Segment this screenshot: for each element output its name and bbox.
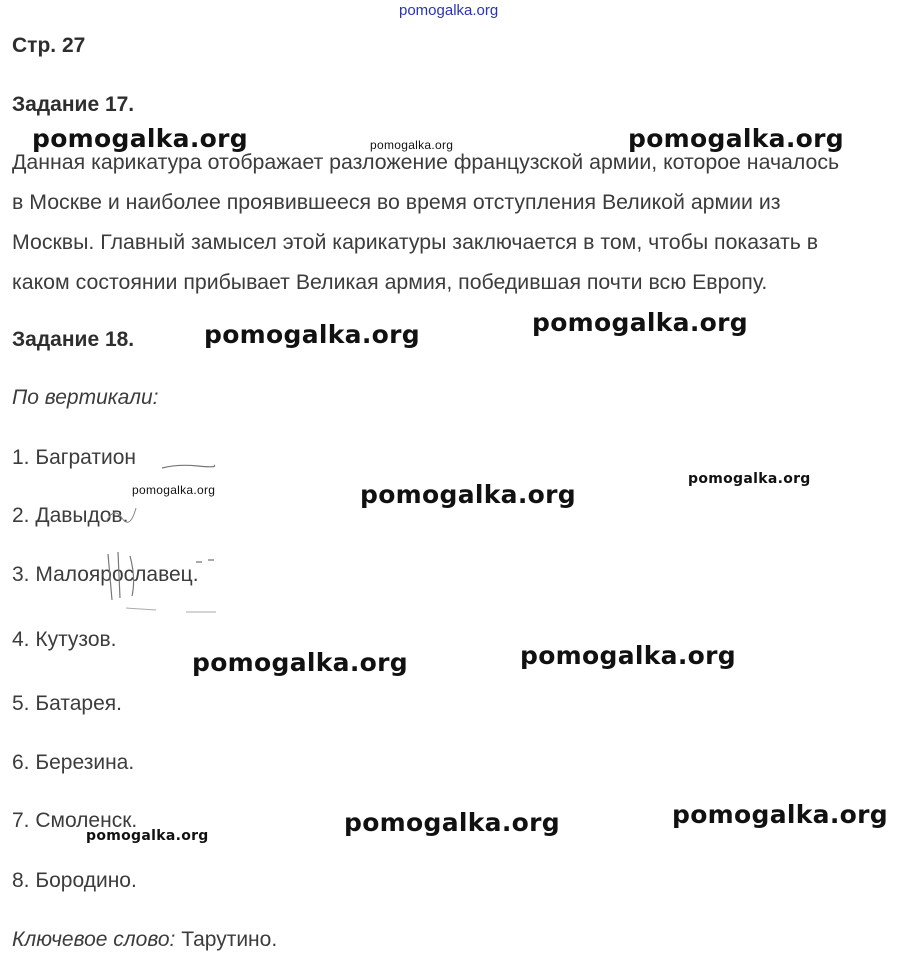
crossword-item-4: 4. Кутузов. (12, 628, 117, 651)
pen-scribble (96, 548, 226, 618)
watermark-text: pomogalka.org (86, 828, 209, 844)
keyword-line (12, 920, 277, 960)
task-17-line: в Москве и наиболее проявившееся во время отступления Великой армии из (12, 190, 781, 214)
pen-scribble (100, 500, 140, 530)
watermark-text: pomogalka.org (192, 648, 408, 677)
crossword-item-1: 1. Багратион (12, 446, 136, 469)
crossword-item-2: 2. Давыдов. (12, 504, 129, 527)
crossword-item-6: 6. Березина. (12, 751, 135, 774)
keyword-label: Ключевое слово: (12, 928, 176, 951)
watermark-text: pomogalka.org (32, 124, 248, 153)
watermark-text: pomogalka.org (360, 480, 576, 509)
watermark-text: pomogalka.org (688, 471, 811, 487)
task-17-line: Москвы. Главный замысел этой карикатуры заключается в том, чтобы показать в (12, 230, 819, 254)
watermark-text: pomogalka.org (370, 138, 454, 152)
watermark-text: pomogalka.org (204, 320, 420, 349)
watermark-text: pomogalka.org (132, 483, 216, 497)
watermark-text: pomogalka.org (344, 808, 560, 837)
crossword-item-8: 8. Бородино. (12, 869, 137, 892)
keyword-value: Тарутино. (175, 928, 278, 951)
task-17-heading: Задание 17. (12, 93, 135, 116)
page-number: Стр. 27 (12, 34, 86, 57)
watermark-text: pomogalka.org (628, 124, 844, 153)
crossword-item-5: 5. Батарея. (12, 692, 122, 715)
watermark-text: pomogalka.org (672, 800, 888, 829)
crossword-item-7: 7. Смоленск. (12, 809, 138, 832)
top-watermark-link[interactable]: pomogalka.org (399, 2, 499, 19)
watermark-text: pomogalka.org (520, 641, 736, 670)
task-18-heading: Задание 18. (12, 328, 135, 351)
task-17-paragraph (12, 142, 912, 302)
vertical-label: По вертикали: (12, 386, 159, 409)
crossword-item-3: 3. Малоярославец. (12, 563, 199, 586)
task-17-line: Данная карикатура отображает разложение французской армии, которое началось (12, 150, 840, 174)
task-17-line: каком состоянии прибывает Великая армия, победившая почти всю Европу. (12, 270, 768, 294)
pen-scribble (158, 460, 218, 474)
watermark-text: pomogalka.org (532, 308, 748, 337)
